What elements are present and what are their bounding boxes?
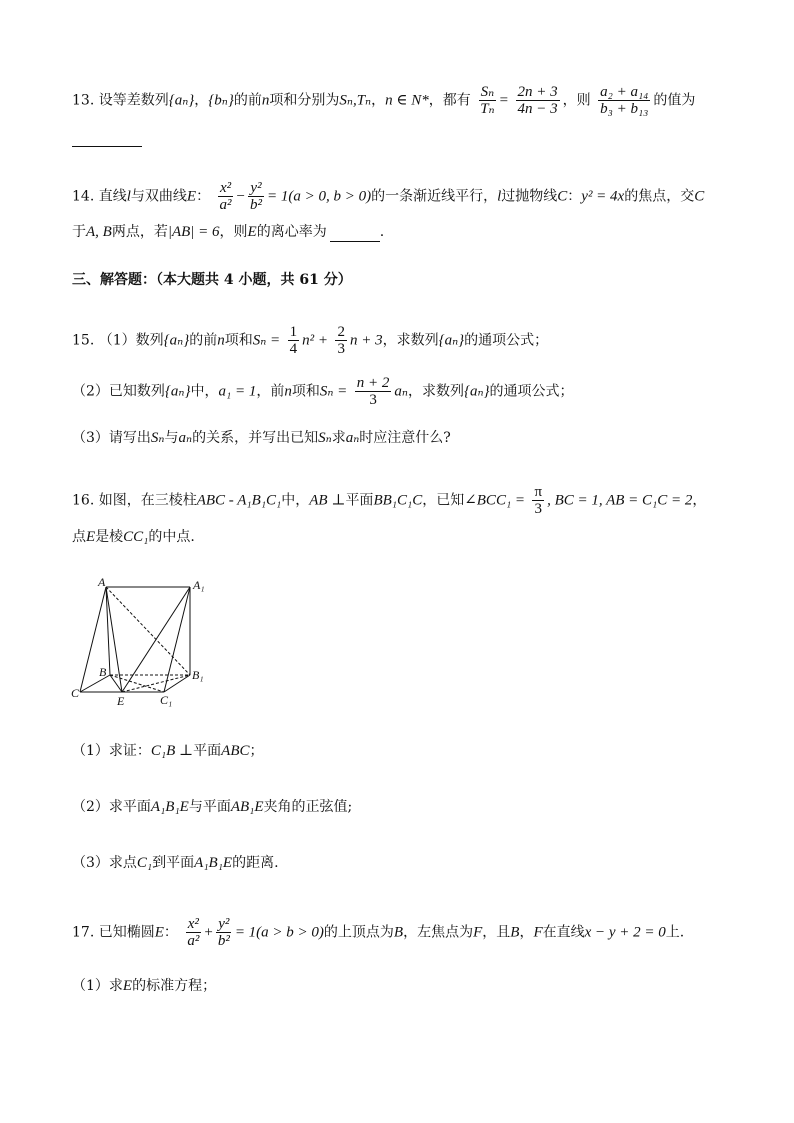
prism-figure — [68, 575, 218, 710]
label-A1: A₁ — [193, 578, 205, 592]
q13-line1: 13. 设等差数列{aₙ}，{bₙ}的前n项和分别为Sₙ,Tₙ，n ∈ N*，都有 $\frac{\text{Sₙ}}{\text{Tₙ}}$ = $\frac{2n + 3}{4n - 3}$ ，则 $\frac{\text{a₂ + a₁₄}}{\text{b₃ + b₁₃}}$ 的值为 — [72, 84, 696, 117]
section3-title: 三、解答题：（本大题共 4 小题，共 61 分） — [72, 272, 352, 288]
edge-BC1-hidden — [110, 675, 164, 692]
q16-part2: （2）求平面A₁B₁E与平面AB₁E夹角的正弦值; — [72, 799, 353, 815]
edge-EB1-hidden — [122, 675, 190, 692]
q17-part1: （1）求E的标准方程； — [72, 978, 217, 994]
label-C: C — [71, 686, 80, 700]
q16-line1: 16. 如图，在三棱柱ABC - A₁B₁C₁中，AB ⊥平面BB₁C₁C，已知∠BCC₁ = $\frac{\pi}{3}$ , BC = 1, AB = C₁C = 2， — [72, 484, 707, 517]
q14-line2: 于A, B两点，若|AB| = 6，则E的离心率为 . — [72, 224, 385, 240]
q16-part1: （1）求证：C₁B ⊥平面ABC； — [72, 743, 264, 759]
q14-answer-blank — [330, 227, 380, 242]
q15-part3: （3）请写出Sₙ与aₙ的关系，并写出已知Sₙ求aₙ时应注意什么? — [72, 430, 451, 446]
q13-number: 13. — [72, 92, 95, 109]
q16-number: 16. — [72, 492, 95, 509]
q17-number: 17. — [72, 924, 95, 941]
q17-x-frac: $\frac{\text{x²}}{\text{a²}}$ — [187, 916, 200, 949]
q15-part1: 15. （1）数列{aₙ}的前n项和Sₙ = $\frac{1}{4}$ n² + $\frac{2}{3}$ n + 3，求数列{aₙ}的通项公式； — [72, 324, 549, 357]
q16-line2: 点E是棱CC₁的中点. — [72, 529, 195, 545]
label-E: E — [117, 694, 125, 708]
label-B: B — [99, 665, 107, 679]
q13-ratio-ab: $\frac{\text{a₂ + a₁₄}}{\text{b₃ + b₁₃}}$ — [600, 84, 649, 117]
q17-y-frac: $\frac{\text{y²}}{\text{b²}}$ — [217, 916, 230, 949]
q14-y-frac: $\frac{\text{y²}}{\text{b²}}$ — [249, 180, 262, 213]
q13-ratio-n: $\frac{2n + 3}{4n - 3}$ — [517, 84, 558, 117]
q15-number: 15. — [72, 332, 95, 349]
q17-line1: 17. 已知椭圆E： $\frac{\text{x²}}{\text{a²}}$ + $\frac{\text{y²}}{\text{b²}}$ = 1(a > b > 0)的上顶点为B，左焦点为F，且B，F在直线x − y + 2 = 0上. — [72, 916, 685, 949]
q13-answer-blank — [72, 132, 142, 153]
q15-part2: （2）已知数列{aₙ}中，a₁ = 1，前n项和Sₙ = $\frac{n + 2}{3}$ aₙ，求数列{aₙ}的通项公式； — [72, 375, 574, 408]
edge-AB1-hidden — [106, 587, 190, 675]
q14-x-frac: $\frac{\text{x²}}{\text{a²}}$ — [219, 180, 232, 213]
q14-line1: 14. 直线l与双曲线E： $\frac{\text{x²}}{\text{a²}}$ − $\frac{\text{y²}}{\text{b²}}$ = 1(a > 0, b > 0)的一条渐近线平行，l过抛物线C：y² = 4x的焦点，交C — [72, 180, 705, 213]
label-C1: C₁ — [160, 693, 173, 707]
q14-number: 14. — [72, 188, 95, 205]
label-A: A — [98, 575, 106, 589]
q13-ratio-st: $\frac{\text{Sₙ}}{\text{Tₙ}}$ — [480, 84, 495, 117]
q16-part3: （3）求点C₁到平面A₁B₁E的距离. — [72, 855, 279, 871]
label-B1: B₁ — [192, 668, 204, 682]
